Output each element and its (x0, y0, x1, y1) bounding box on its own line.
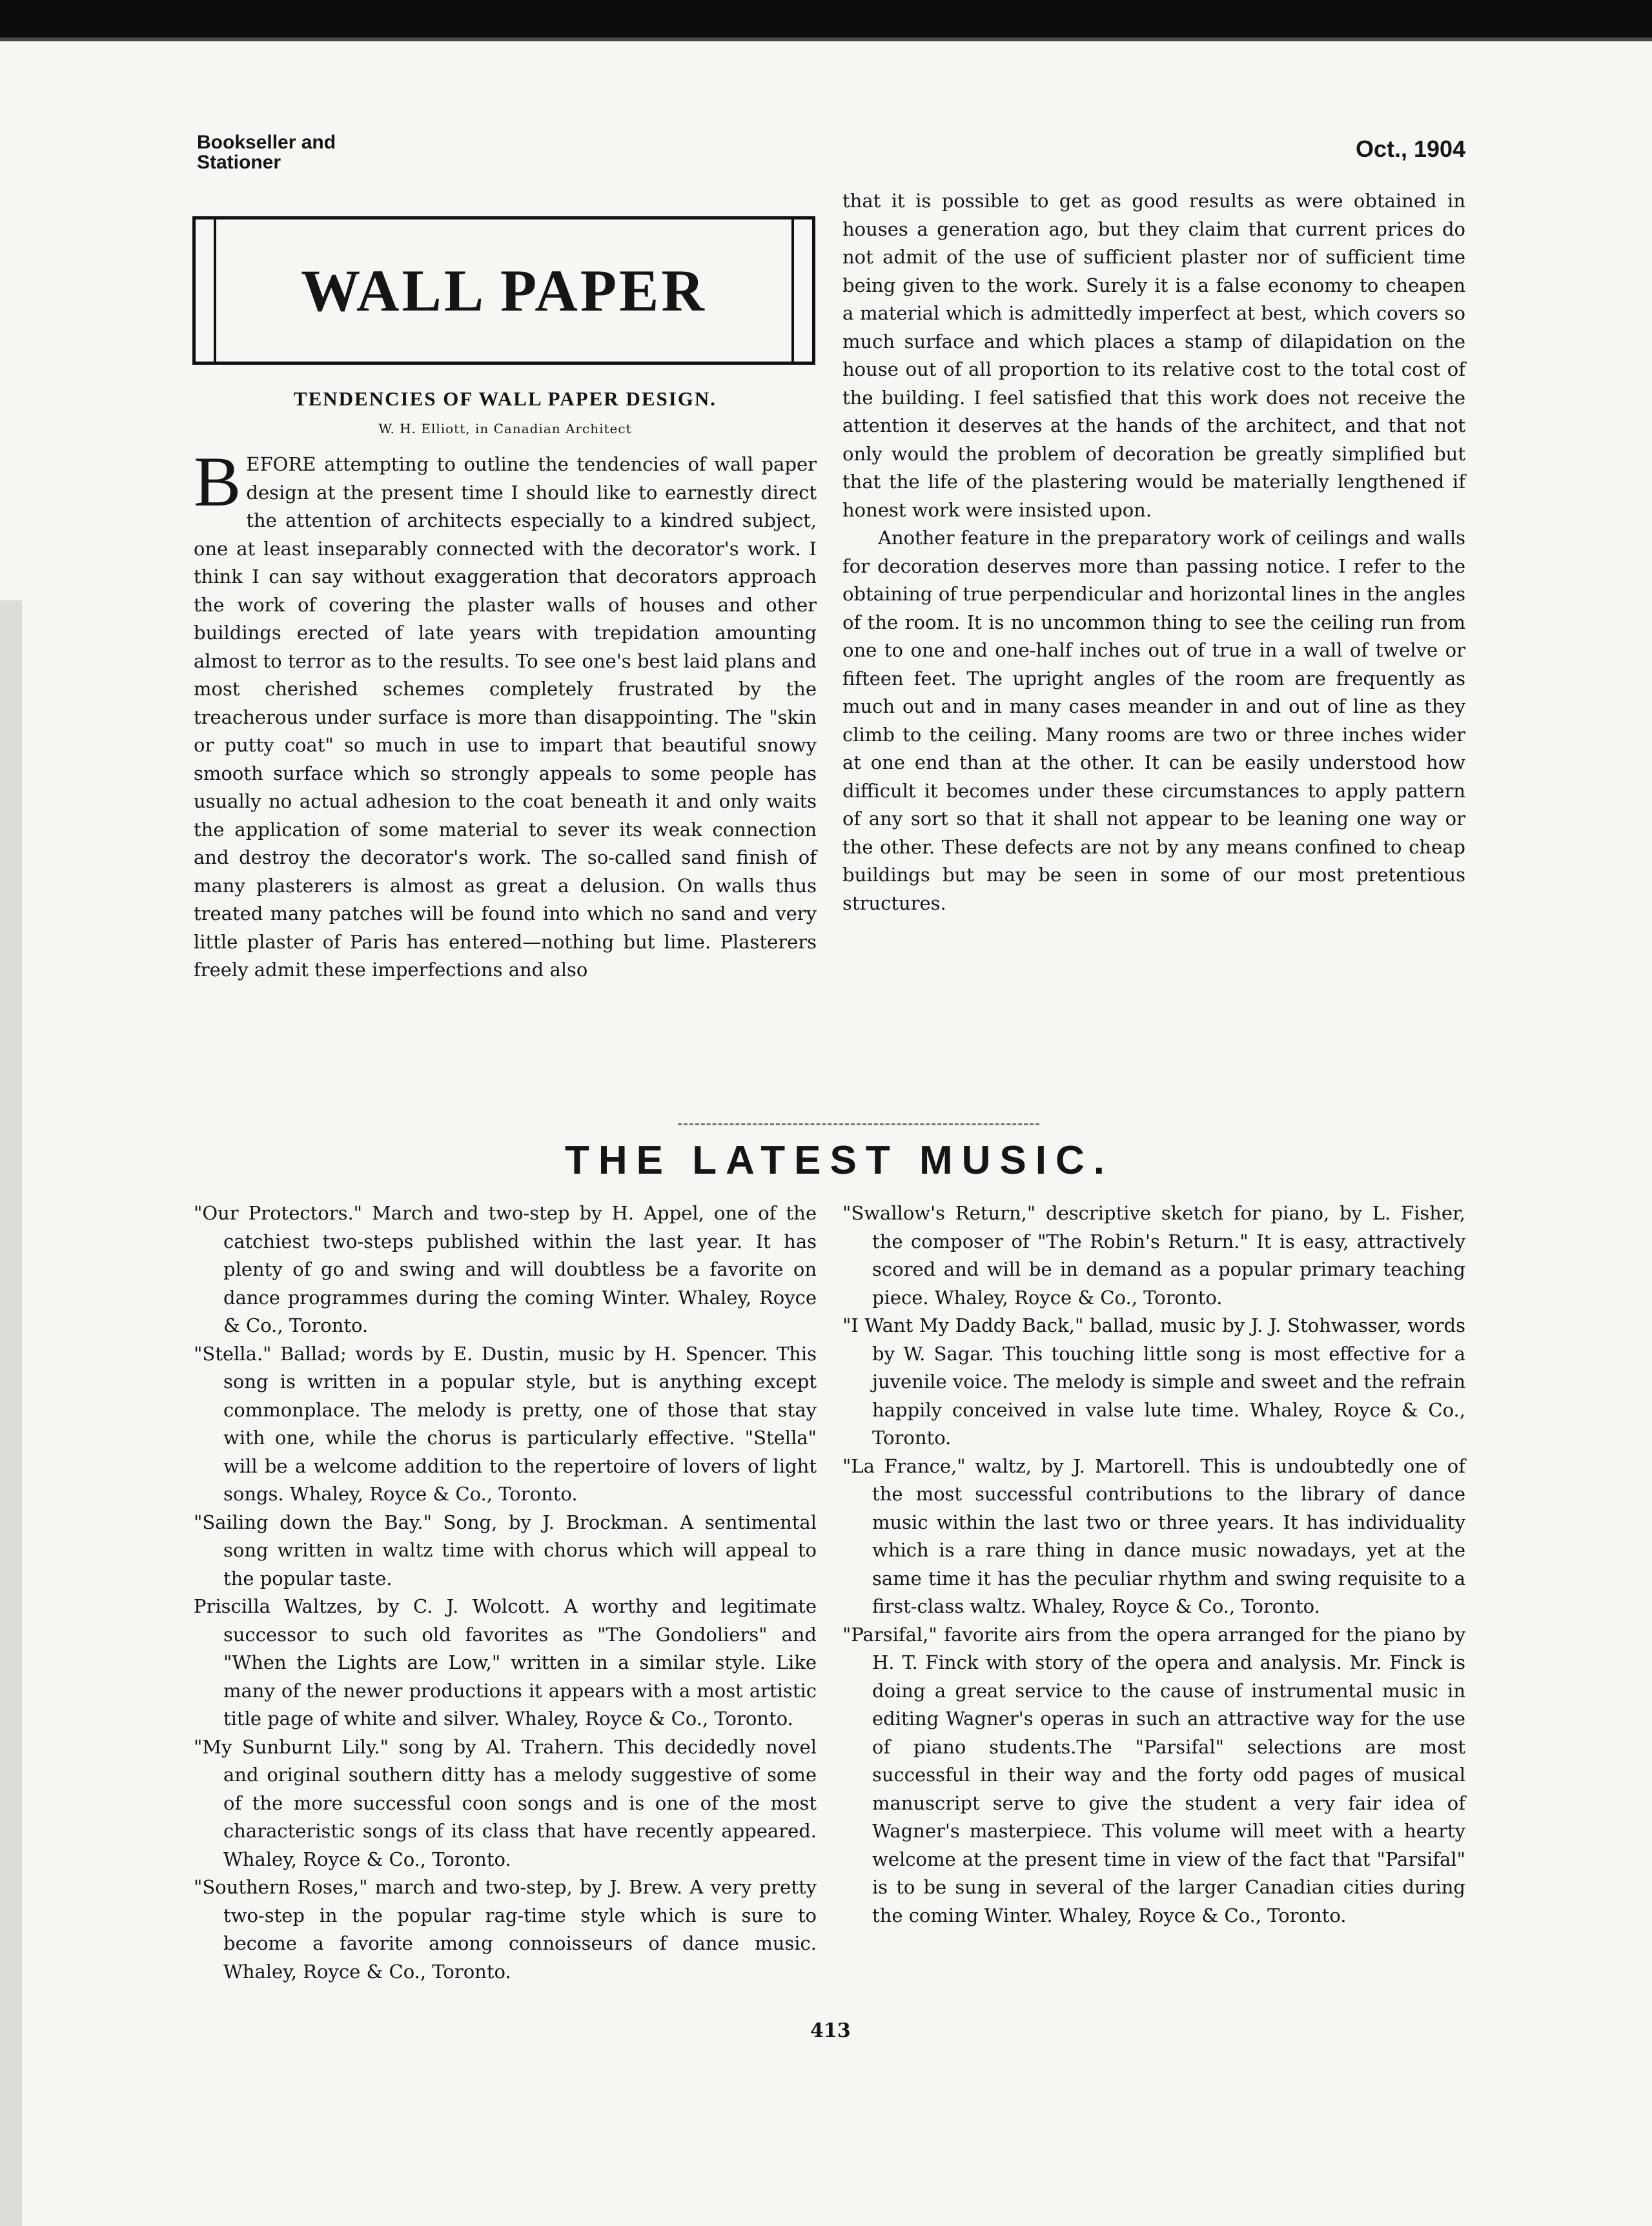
article-first-paragraph (194, 442, 817, 985)
music-entry: "La France," waltz, by J. Martorell. This is undoubtedly one of the most successful contributions to the library of dance music within the last two or three years. It has individuality which is a rare thing in dance music nowadays, yet at the same time it has the peculiar rhythm and swing requisite to a first-class waltz. Whaley, Royce & Co., Toronto. (842, 1455, 1465, 1617)
publication-name (197, 132, 336, 172)
music-entry: "Our Protectors." March and two-step by H. Appel, one of the catchiest two-steps published within the last year. It has plenty of go and swing and will doubtless be a favorite on dance programmes during the coming Winter. Whaley, Royce & Co., Toronto. (194, 1202, 817, 1336)
section-banner (192, 216, 815, 365)
music-entry: "Sailing down the Bay." Song, by J. Brockman. A sentimental song written in waltz time with chorus which will appeal to the popular taste. (194, 1511, 817, 1589)
music-section-title: THE LATEST MUSIC. (565, 1138, 1114, 1183)
publication-name-line2: Stationer (197, 152, 281, 173)
page-number: 413 (810, 2019, 851, 2042)
article-column-left (194, 442, 817, 985)
section-banner-inner (214, 220, 794, 362)
music-entry: "Southern Roses," march and two-step, by J. Brew. A very pretty two-step in the popular rag-time style which is sure to become a favorite among connoisseurs of dance music. Whaley, Royce & Co., Toronto. (194, 1876, 817, 1983)
article-byline: W. H. Elliott, in Canadian Architect (378, 421, 632, 436)
music-entry: "Swallow's Return," descriptive sketch for piano, by L. Fisher, the composer of "The Robin's Return." It is easy, attractively scored and will be in demand as a popular primary teaching piece. Whaley, Royce & Co., Toronto. (842, 1202, 1465, 1309)
drop-cap: B (194, 442, 241, 521)
article-second-paragraph: Another feature in the preparatory work of ceilings and walls for decoration deserves more than passing notice. I refer to the obtaining of true perpendicular and horizontal lines in the angles of the room. It is no uncommon thing to see the ceiling run from one to one and one-half inches out of true in a wall of twelve or fifteen feet. The upright angles of the room are frequently as much out and in many cases meander in and out of line as they climb to the ceiling. Many rooms are two or three inches wider at one end than at the other. It can be easily understood how difficult it becomes under these circumstances to apply pattern of any sort so that it shall not appear to be leaning one way or the other. These defects are not by any means confined to cheap buildings but may be seen in some of our most pretentious structures. (842, 527, 1465, 914)
article-column-right (842, 187, 1465, 917)
music-column-right (842, 1200, 1465, 1930)
music-entry: "Parsifal," favorite airs from the opera arranged for the piano by H. T. Finck with story of the opera and analysis. Mr. Finck is doing a great service to the cause of instrumental music in editing Wagner's operas in such an attractive way for the use of piano students.The "Parsifal" selections are most successful in their way and the forty odd pages of musical manuscript serve to give the student a very fair idea of Wagner's masterpiece. This volume will meet with a hearty welcome at the present time in view of the fact that "Parsifal" is to be sung in several of the larger Canadian cities during the coming Winter. Whaley, Royce & Co., Toronto. (842, 1623, 1465, 1926)
issue-date: Oct., 1904 (1356, 136, 1466, 162)
article-title: TENDENCIES OF WALL PAPER DESIGN. (293, 387, 717, 410)
music-entry: "Stella." Ballad; words by E. Dustin, music by H. Spencer. This song is written in a popular style, but is anything except commonplace. The melody is pretty, one of those that stay with one, while the chorus is particularly effective. "Stella" will be a welcome addition to the repertoire of lovers of light songs. Whaley, Royce & Co., Toronto. (194, 1342, 817, 1505)
music-entry: "I Want My Daddy Back," ballad, music by J. J. Stohwasser, words by W. Sagar. This touching little song is most effective for a juvenile voice. The melody is simple and sweet and the refrain happily conceived in valse lute time. Whaley, Royce & Co., Toronto. (842, 1314, 1465, 1449)
scan-top-border-shadow (0, 37, 1652, 41)
section-title: WALL PAPER (301, 258, 707, 323)
article-first-paragraph-text: EFORE attempting to outline the tendencies of wall paper design at the present time I should like to earnestly direct the attention of architects especially to a kindred subject, one at least inseparably connected with the decorator's work. I think I can say without exaggeration that decorators approach the work of covering the plaster walls of houses and other buildings erected of late years with trepidation amounting almost to terror as to the results. To see one's best laid plans and most cherished schemes completely frustrated by the treacherous under surface is more than disappointing. The "skin or putty coat" so much in use to impart that beautiful snowy smooth surface which so strongly appeals to some people has usually no actual adhesion to the coat beneath it and only waits the application of some material to sever its weak connection and destroy the decorator's work. The so-called sand finish of many plasterers is almost as great a delusion. On walls thus treated many patches will be found into which no sand and very little plaster of Paris has entered—nothing but lime. Plasterers freely admit these imperfections and also (194, 453, 817, 981)
music-entry: "My Sunburnt Lily." song by Al. Trahern. This decidedly novel and original southern ditty has a melody suggestive of some of the more successful coon songs and is one of the most characteristic songs of its class that have recently appeared. Whaley, Royce & Co., Toronto. (194, 1735, 817, 1870)
publication-name-line1: Bookseller and (197, 132, 336, 153)
music-entry: Priscilla Waltzes, by C. J. Wolcott. A worthy and legitimate successor to such old favorites as "The Gondoliers" and "When the Lights are Low," written in a similar style. Like many of the newer productions it appears with a most artistic title page of white and silver. Whaley, Royce & Co., Toronto. (194, 1595, 817, 1730)
scan-left-margin-artifact (0, 600, 22, 2226)
scan-top-border (0, 0, 1652, 37)
music-column-left (194, 1200, 817, 1986)
article-continued-paragraph: that it is possible to get as good results as were obtained in houses a generation ago, but they claim that current prices do not admit of the use of sufficient plaster nor of sufficient time being given to the work. Surely it is a false economy to cheapen a material which is admittedly imperfect at best, which covers so much surface and which places a stamp of dilapidation on the house out of all proportion to its relative cost to the total cost of the building. I feel satisfied that this work does not receive the attention it deserves at the hands of the architect, and that not only would the problem of decoration be greatly simplified but that the life of the plastering would be materially lengthened if honest work were insisted upon. (842, 190, 1465, 521)
section-divider (678, 1123, 1039, 1125)
